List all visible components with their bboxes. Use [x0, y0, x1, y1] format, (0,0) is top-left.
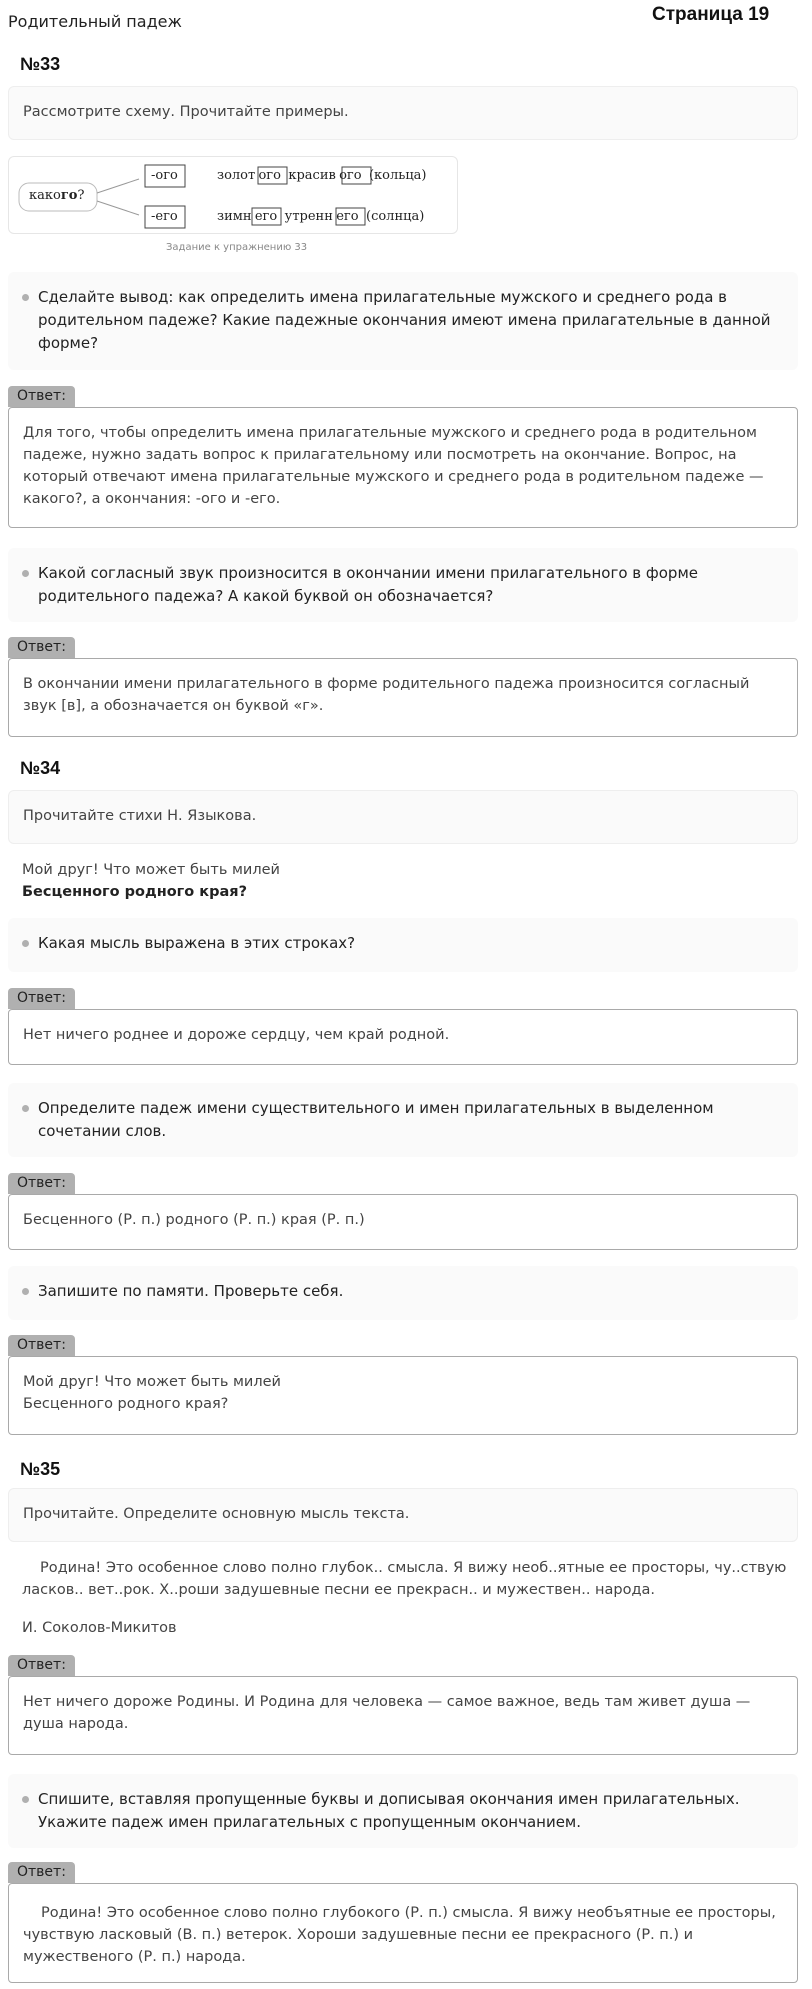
answer-label: Ответ: — [8, 1655, 75, 1676]
exercise-34-number: №34 — [20, 758, 61, 778]
exercise-33-answer-2: В окончании имени прилагательного в форме родительного падежа произносится согласный звук [в], а обозначается он буквой «г». — [8, 658, 798, 737]
exercise-35-question-2: Спишите, вставляя пропущенные буквы и дописывая окончания имен прилагательных. Укажите падеж имен прилагательных с пропущенным окончанием. — [8, 1774, 798, 1848]
exercise-33-question-2: Какой согласный звук произносится в окончании имени прилагательного в форме родительного падежа? А какой буквой он обозначается? — [8, 548, 798, 622]
scheme-row1: золот ого красив ого (кольца) — [217, 168, 427, 183]
exercise-33-answer-1: Для того, чтобы определить имена прилагательные мужского и среднего рода в родительном падеже, нужно задать вопрос к прилагательному или посмотреть на окончание. Вопрос, на который отвечают имена прилагательные мужского и среднего рода в родительном падеже — какого?, а окончания: -ого и -его. — [8, 407, 798, 528]
exercise-34-answer-1: Нет ничего роднее и дороже сердцу, чем край родной. — [8, 1009, 798, 1065]
exercise-34-question-3: Запишите по памяти. Проверьте себя. — [8, 1266, 798, 1320]
scheme-caption: Задание к упражнению 33 — [166, 242, 308, 253]
exercise-34-task: Прочитайте стихи Н. Языкова. — [8, 790, 798, 844]
exercise-35-text: Родина! Это особенное слово полно глубок.. смысла. Я вижу необ..ятные ее просторы, чу..ствую ласков.. вет..рок. Х..роши задушевные песни ее прекрасн.. и мужествен.. народа. — [22, 1560, 787, 1598]
poem-line-2: Бесценного родного края? — [22, 884, 247, 900]
answer-label: Ответ: — [8, 1173, 75, 1194]
exercise-33-question-1: Сделайте вывод: как определить имена прилагательные мужского и среднего рода в родительном падеже? Какие падежные окончания имеют имена прилагательные в данной форме? — [8, 272, 798, 370]
exercise-34-answer-3 — [8, 1356, 798, 1435]
scheme-row2: зимн его утренн его (солнца) — [217, 209, 425, 224]
exercise-35-number: №35 — [20, 1459, 61, 1479]
ending-scheme — [8, 156, 458, 234]
arrow-up — [97, 179, 139, 193]
answer-label: Ответ: — [8, 637, 75, 658]
exercise-34-question-1: Какая мысль выражена в этих строках? — [8, 918, 798, 972]
answer-label: Ответ: — [8, 386, 75, 407]
exercise-35-author: И. Соколов-Микитов — [22, 1620, 177, 1636]
answer-label: Ответ: — [8, 1862, 75, 1883]
exercise-34-question-2: Определите падеж имени существительного и имен прилагательных в выделенном сочетании слов. — [8, 1083, 798, 1157]
answer-label: Ответ: — [8, 988, 75, 1009]
answer-label: Ответ: — [8, 1335, 75, 1356]
exercise-35-task: Прочитайте. Определите основную мысль текста. — [8, 1488, 798, 1542]
exercise-35-answer-1: Нет ничего дороже Родины. И Родина для человека — самое важное, ведь там живет душа — душа народа. — [8, 1676, 798, 1755]
answer-line-1: Мой друг! Что может быть милей — [23, 1374, 281, 1390]
scheme-ending2: -его — [151, 209, 178, 224]
scheme-ending1: -ого — [151, 168, 178, 183]
exercise-35-answer-2: Родина! Это особенное слово полно глубокого (Р. п.) смысла. Я вижу необъятные ее просторы, чувствую ласковый (В. п.) ветерок. Хороши задушевные песни ее прекрасного (Р. п.) и мужественого (Р. п.) народа. — [8, 1883, 798, 1983]
arrow-down — [97, 201, 139, 215]
exercise-33-number: №33 — [20, 54, 61, 74]
exercise-34-answer-2: Бесценного (Р. п.) родного (Р. п.) края (Р. п.) — [8, 1194, 798, 1250]
poem-line-1: Мой друг! Что может быть милей — [22, 862, 280, 878]
poem — [22, 859, 280, 903]
answer-line-2: Бесценного родного края? — [23, 1396, 229, 1412]
exercise-33-task: Рассмотрите схему. Прочитайте примеры. — [8, 86, 798, 140]
scheme-question: какого? — [29, 188, 85, 203]
page-title: Родительный падеж — [8, 12, 182, 31]
page-number: Страница 19 — [652, 4, 770, 25]
